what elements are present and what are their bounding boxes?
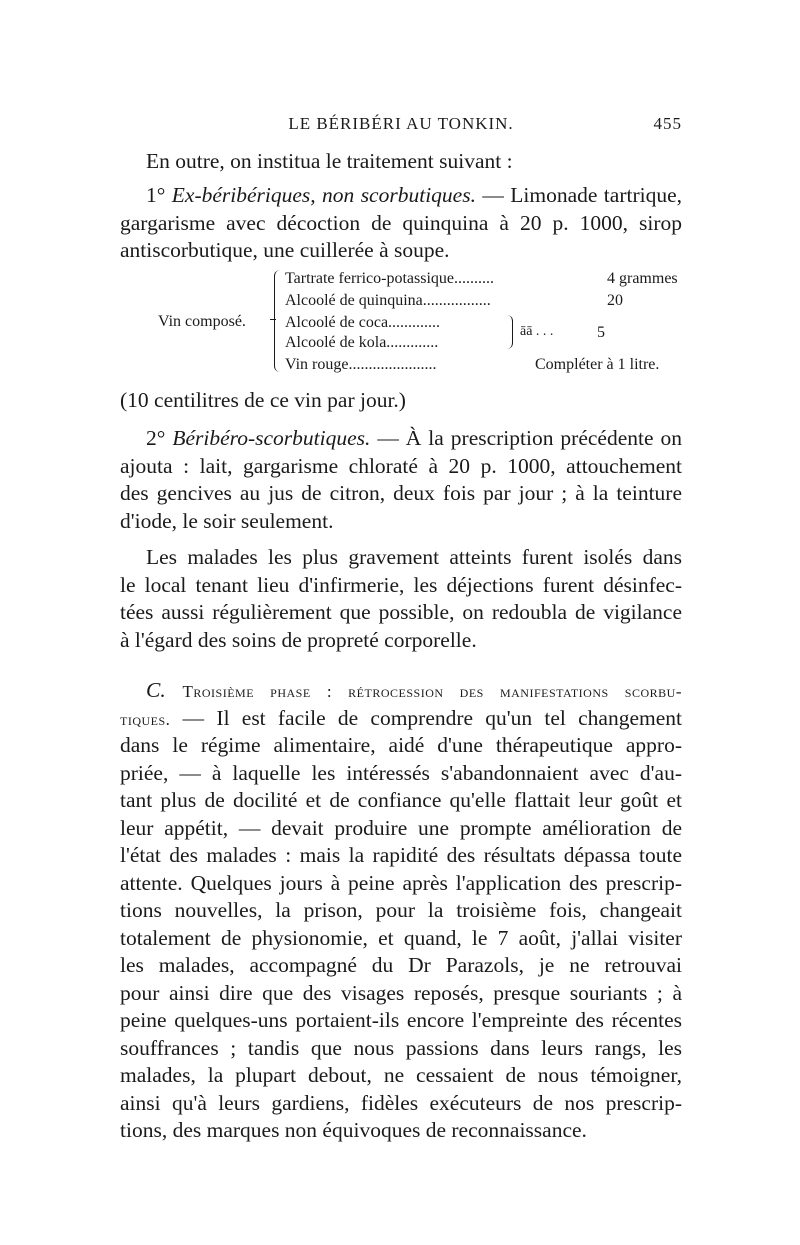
section-c-heading: Troisième phase : rétrocession des manifestations scorbu- (182, 682, 682, 701)
paragraph-3-line: le local tenant lieu d'infirmerie, les déjections furent désinfec- (120, 572, 682, 597)
section-2-title: Béribéro-scorbutiques. (172, 426, 371, 450)
section-1-line-2: gargarisme avec décoction de quinquina à 20 p. 1000, sirop (120, 210, 682, 235)
aa-brace (506, 315, 513, 349)
section-c-line: souffrances ; tandis que nous passions dans leurs rangs, les (120, 1035, 682, 1060)
section-c-line: malades, la plupart debout, ne cessaient de nous témoigner, (120, 1063, 682, 1087)
paragraph-3 (120, 544, 682, 654)
formula-row-qty: Compléter à 1 litre. (535, 356, 660, 373)
section-c-line: ainsi qu'à leurs gardiens, fidèles exécuteurs de nos prescrip- (120, 1090, 682, 1115)
section-2-line: d'iode, le soir seulement. (120, 508, 334, 533)
section-c-line: l'état des malades : mais la rapidité des résultats dépassa toute (120, 843, 682, 867)
page-number: 455 (653, 114, 682, 133)
section-1-number: 1° (146, 183, 166, 207)
paragraph-3-line: tées aussi régulièrement que possible, on redoubla de vigilance (120, 600, 682, 624)
section-2-number: 2° (146, 426, 166, 450)
intro-paragraph (120, 148, 682, 176)
section-c-line: les malades, accompagné du Dr Parazols, je ne retrouvai (120, 953, 682, 977)
formula-row-name: Tartrate ferrico-potassique.......... (285, 270, 495, 287)
section-c-heading-line (120, 677, 682, 705)
running-head (120, 114, 682, 138)
section-c-line: leur appétit, — devait produire une prompte amélioration de (120, 815, 682, 840)
formula-label: Vin composé. (158, 313, 246, 330)
formula-row-name: Alcoolé de quinquina................. (285, 292, 491, 309)
section-c-heading-end: tiques. (120, 709, 171, 729)
formula-row-qty: 20 (607, 292, 623, 309)
section-c-line: tions, des marques non équivoques de reconnaissance. (120, 1118, 587, 1142)
section-2-line-1-rest: — À la prescription précédente on (377, 426, 682, 450)
section-c-line: pour ainsi dire que des visages reposés, presque souriants ; à (120, 980, 682, 1005)
formula-row-name: Alcoolé de kola............. (285, 334, 439, 351)
section-c-line-1-rest: — Il est facile de comprendre qu'un tel changement (182, 705, 683, 730)
paragraph-3-line: à l'égard des soins de propreté corporelle. (120, 627, 477, 652)
section-2 (120, 425, 682, 535)
section-1 (120, 182, 682, 265)
section-c-line: priée, — à laquelle les intéressés s'abandonnaient avec d'au- (120, 760, 682, 785)
section-c-line: peine quelques-uns portaient-ils encore l'empreinte des récentes (120, 1008, 682, 1032)
section-c-line: attente. Quelques jours à peine après l'application des prescrip- (120, 870, 682, 895)
section-1-line-1 (120, 182, 682, 210)
section-c-line: tant plus de docilité et de confiance qu'elle flattait leur goût et (120, 788, 682, 812)
formula-row-name: Vin rouge...................... (285, 356, 437, 373)
dosage-note: (10 centilitres de ce vin par jour.) (120, 388, 406, 412)
section-1-line-3: antiscorbutique, une cuillerée à soupe. (120, 238, 450, 262)
section-2-line-1 (120, 425, 682, 453)
formula-aa: āā . . . (520, 324, 554, 339)
section-c-line: tions nouvelles, la prison, pour la troisième fois, changeait (120, 898, 682, 922)
formula-row-name: Alcoolé de coca............. (285, 314, 441, 331)
section-2-line: ajouta : lait, gargarisme chloraté à 20 p. 1000, attouchement (120, 453, 682, 478)
section-c-line: dans le régime alimentaire, aidé d'une thérapeutique appro- (120, 733, 682, 757)
section-c-line-1 (120, 705, 682, 733)
section-c-line: totalement de physionomie, et quand, le 7 août, j'allai visiter (120, 925, 682, 950)
intro-line: En outre, on institua le traitement suivant : (146, 149, 513, 173)
section-c (120, 677, 682, 1145)
section-1-line-1-rest: — Limonade tartrique, (482, 183, 683, 207)
formula-block (120, 266, 682, 378)
formula-aa-value: 5 (597, 324, 605, 341)
formula-row-qty: 4 grammes (607, 270, 678, 287)
formula-brace (274, 270, 285, 372)
section-2-line: des gencives au jus de citron, deux fois par jour ; à la teinture (120, 481, 682, 505)
paragraph-3-line: Les malades les plus gravement atteints furent isolés dans (146, 545, 682, 569)
running-title: LE BÉRIBÉRI AU TONKIN. (288, 114, 514, 133)
section-1-title: Ex-béribériques, non scorbutiques. (171, 183, 476, 207)
formula-brace-tip (270, 319, 276, 320)
section-c-letter: C. (146, 678, 166, 702)
